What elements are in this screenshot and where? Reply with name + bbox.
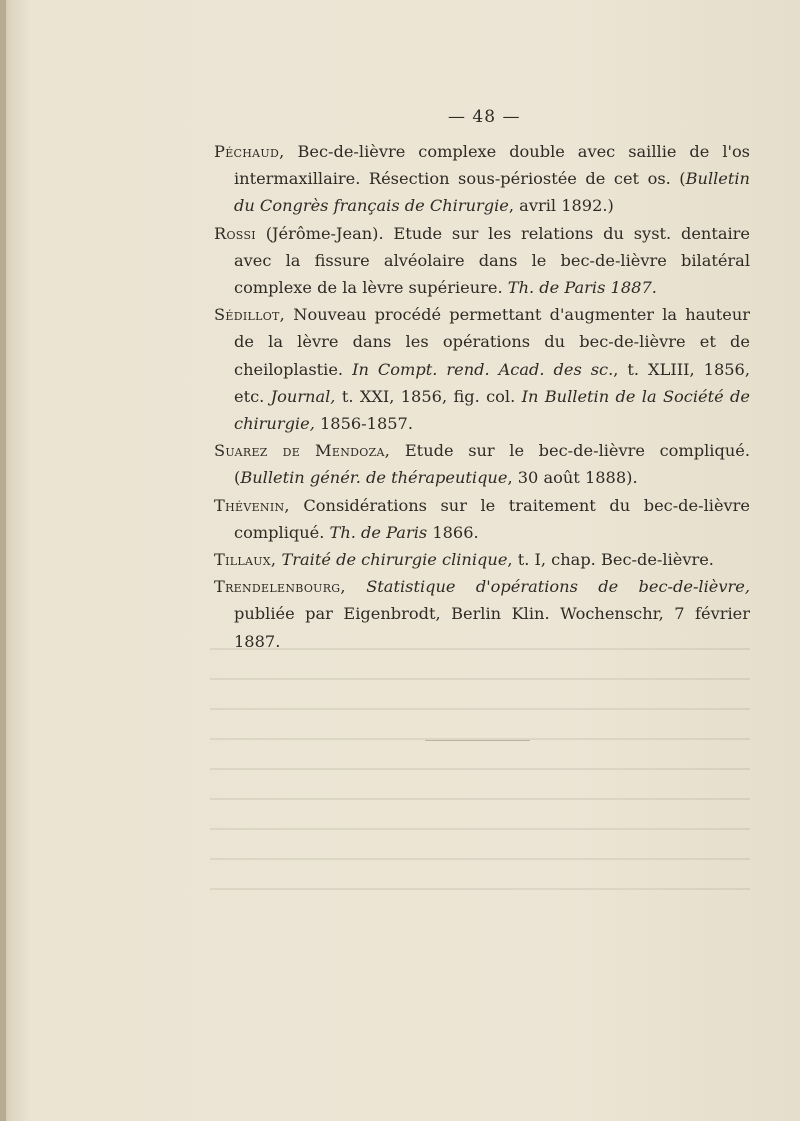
entry-title-italic: Traité de chirurgie clinique	[281, 550, 508, 570]
entry-text: , 30 août 1888).	[507, 468, 638, 488]
entry-text: Considérations sur le traitement du bec-de-lièvre compliqué.	[234, 495, 750, 542]
entry-text: , t. XLIII, 1856, etc.	[234, 359, 750, 406]
entry-author: Sédillot,	[214, 305, 286, 325]
entry-text: , avril 1892.)	[508, 196, 614, 216]
entry-author: Trendelenbourg,	[214, 577, 346, 597]
entry-author: Rossi	[214, 223, 256, 243]
page-number: — 48 —	[448, 107, 521, 127]
show-through-text	[210, 620, 750, 980]
entry-text: Bec-de-lièvre complexe double avec saillie de l'os intermaxillaire. Résection sous-périostée de cet os. (	[234, 142, 750, 189]
entry-title-italic: Th. de Paris 1887.	[507, 278, 657, 298]
entry-text: 1866.	[427, 522, 479, 542]
entry-text: 1856-1857.	[314, 414, 413, 434]
entry-title-italic: In Compt. rend. Acad. des sc.	[352, 359, 614, 379]
bibliography-entry	[214, 492, 750, 546]
bibliography-entry	[214, 546, 750, 573]
entry-author: Tillaux,	[214, 550, 277, 570]
entry-author: Suarez de Mendoza,	[214, 441, 391, 461]
bibliography-entry	[214, 437, 750, 491]
bibliography-list	[214, 138, 750, 655]
entry-author: Péchaud,	[214, 142, 285, 161]
entry-text: Nouveau procédé permettant d'augmenter la hauteur de la lèvre dans les opérations du bec-de-lièvre et de cheiloplastie.	[234, 305, 750, 379]
entry-text: , t. I, chap. Bec-de-lièvre.	[507, 550, 714, 570]
entry-title-italic: Th. de Paris	[329, 522, 428, 542]
page-binding-edge	[0, 0, 6, 1121]
entry-title-italic: Bulletin génér. de thérapeutique	[240, 468, 508, 488]
bibliography-entry	[214, 138, 750, 220]
entry-text: t. XXI, 1856, fig. col.	[335, 386, 522, 406]
entry-author: Thévenin,	[214, 495, 290, 515]
bibliography-entry	[214, 301, 750, 437]
entry-title-italic: Bulletin du Congrès français de Chirurgie	[234, 169, 750, 216]
entry-text: publiée par Eigenbrodt, Berlin Klin. Wochenschr, 7 février 1887.	[234, 604, 750, 651]
entry-title-italic: Statistique d'opérations de bec-de-lièvre,	[366, 577, 750, 597]
show-through-rule	[425, 740, 530, 741]
entry-title-italic: In Bulletin de la Société de chirurgie,	[234, 386, 750, 434]
entry-title-italic: Journal,	[270, 386, 336, 406]
entry-text: Etude sur le bec-de-lièvre compliqué. (	[234, 441, 750, 488]
bibliography-entry	[214, 220, 750, 302]
entry-text	[346, 577, 366, 596]
entry-text: (Jérôme-Jean). Etude sur les relations du syst. dentaire avec la fissure alvéolaire dans le bec-de-lièvre bilatéral complexe de la lèvre supérieure.	[234, 223, 750, 298]
